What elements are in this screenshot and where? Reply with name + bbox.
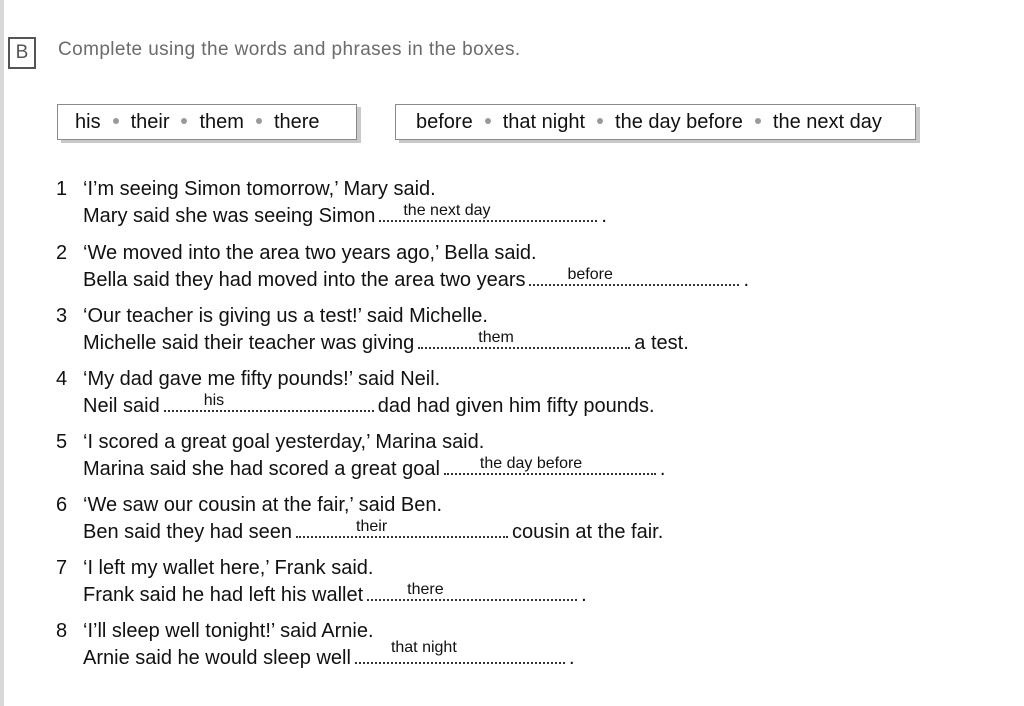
answer-text: the next day — [403, 202, 491, 219]
sentence-start: Ben said they had seen — [83, 521, 293, 543]
answer-text: before — [567, 266, 613, 283]
item-sentence — [83, 268, 749, 292]
answer-text: his — [203, 392, 225, 409]
item-quote: ‘My dad gave me fifty pounds!’ said Neil. — [83, 368, 441, 390]
item-quote: ‘I’m seeing Simon tomorrow,’ Mary said. — [83, 178, 436, 200]
item-number: 6 — [56, 494, 68, 516]
answer-blank[interactable] — [444, 457, 656, 475]
item-sentence — [83, 204, 607, 228]
word-box-time-phrases — [395, 104, 916, 140]
item-number: 4 — [56, 368, 68, 390]
answer-text: them — [478, 329, 514, 346]
answer-blank[interactable] — [367, 583, 577, 601]
sentence-start: Frank said he had left his wallet — [83, 584, 364, 606]
item-quote: ‘I left my wallet here,’ Frank said. — [83, 557, 374, 579]
answer-text: their — [356, 518, 388, 535]
answer-blank[interactable] — [418, 331, 630, 349]
instruction-text: Complete using the words and phrases in the boxes. — [58, 39, 521, 60]
item-number: 3 — [56, 305, 68, 327]
page-edge-shadow — [0, 0, 4, 706]
word-box-pronouns — [57, 104, 357, 140]
item-quote: ‘We saw our cousin at the fair,’ said Ben. — [83, 494, 443, 516]
item-number: 1 — [56, 178, 68, 200]
word-option: his — [75, 111, 101, 133]
sentence-end: dad had given him fifty pounds. — [377, 395, 655, 417]
item-quote: ‘I’ll sleep well tonight!’ said Arnie. — [83, 620, 374, 642]
bullet-separator — [485, 118, 491, 124]
bullet-separator — [597, 118, 603, 124]
item-number: 8 — [56, 620, 68, 642]
bullet-separator — [755, 118, 761, 124]
item-number: 7 — [56, 557, 68, 579]
word-option: their — [130, 111, 170, 133]
word-option: the next day — [772, 111, 882, 133]
item-sentence — [83, 331, 689, 355]
sentence-end: . — [659, 458, 666, 480]
word-option: there — [273, 111, 320, 133]
item-number: 5 — [56, 431, 68, 453]
word-option: the day before — [615, 111, 743, 133]
item-quote: ‘Our teacher is giving us a test!’ said Michelle. — [83, 305, 488, 327]
answer-blank[interactable] — [529, 268, 739, 286]
bullet-separator — [256, 118, 262, 124]
word-option: them — [199, 111, 244, 133]
answer-blank[interactable] — [355, 639, 565, 664]
answer-text: that night — [390, 639, 457, 656]
item-quote: ‘We moved into the area two years ago,’ Bella said. — [83, 242, 537, 264]
item-sentence — [83, 394, 655, 418]
sentence-start: Mary said she was seeing Simon — [83, 205, 376, 227]
sentence-end: . — [601, 205, 607, 227]
item-quote: ‘I scored a great goal yesterday,’ Marina said. — [83, 431, 485, 453]
answer-blank[interactable] — [164, 394, 374, 412]
sentence-start: Neil said — [83, 395, 160, 417]
item-sentence — [83, 583, 587, 607]
sentence-end: a test. — [634, 332, 689, 354]
section-label: B — [8, 37, 36, 69]
sentence-end: cousin at the fair. — [512, 521, 664, 543]
sentence-start: Marina said she had scored a great goal — [83, 458, 440, 480]
sentence-end: . — [568, 647, 575, 669]
sentence-start: Arnie said he would sleep well — [83, 647, 351, 669]
answer-blank[interactable] — [296, 520, 508, 538]
sentence-end: . — [581, 584, 587, 606]
word-option: before — [416, 111, 473, 133]
answer-text: there — [407, 581, 444, 598]
sentence-end: . — [743, 269, 750, 291]
sentence-start: Bella said they had moved into the area two years — [83, 269, 526, 291]
word-option: that night — [502, 111, 586, 133]
item-sentence — [83, 520, 663, 544]
answer-blank[interactable] — [379, 204, 597, 222]
bullet-separator — [181, 118, 187, 124]
sentence-start: Michelle said their teacher was giving — [83, 332, 415, 354]
bullet-separator — [113, 118, 119, 124]
answer-text: the day before — [479, 455, 583, 472]
item-sentence — [83, 457, 665, 481]
item-sentence — [83, 639, 575, 670]
item-number: 2 — [56, 242, 68, 264]
